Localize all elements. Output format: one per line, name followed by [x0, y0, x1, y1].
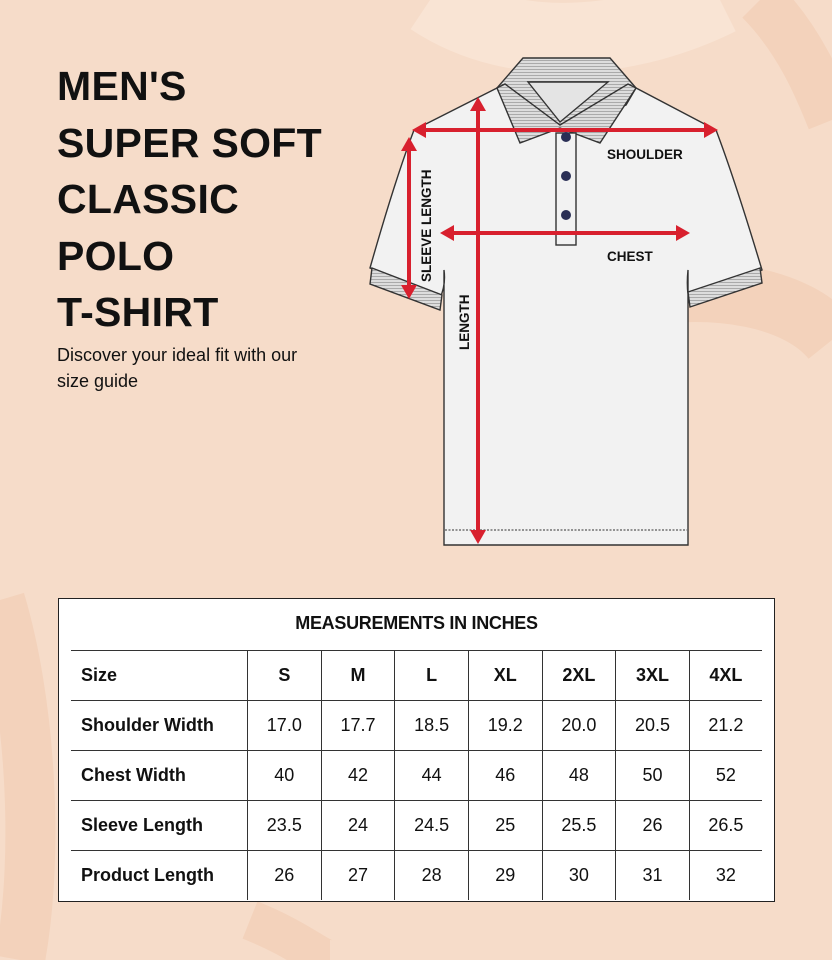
table-cell: 17.7 — [321, 701, 395, 751]
chest-label: CHEST — [607, 249, 653, 264]
table-cell: 40 — [248, 751, 322, 801]
row-label: Product Length — [71, 851, 248, 901]
size-table — [71, 650, 762, 900]
table-cell: 28 — [395, 851, 469, 901]
table-cell: 26 — [248, 851, 322, 901]
row-label: Chest Width — [71, 751, 248, 801]
length-label: LENGTH — [457, 294, 472, 350]
table-cell: 48 — [542, 751, 616, 801]
size-chart — [58, 598, 775, 902]
table-cell: 25.5 — [542, 801, 616, 851]
row-label: Sleeve Length — [71, 801, 248, 851]
table-row — [71, 751, 762, 801]
subtitle: Discover your ideal fit with our size guide — [57, 345, 298, 391]
header-cell: 3XL — [616, 651, 690, 701]
header-cell: S — [248, 651, 322, 701]
table-row — [71, 801, 762, 851]
table-cell: 31 — [616, 851, 690, 901]
table-cell: 42 — [321, 751, 395, 801]
table-cell: 26 — [616, 801, 690, 851]
title-line: MEN'S — [57, 63, 187, 109]
table-cell: 24 — [321, 801, 395, 851]
table-cell: 18.5 — [395, 701, 469, 751]
table-cell: 23.5 — [248, 801, 322, 851]
table-cell: 29 — [468, 851, 542, 901]
table-cell: 25 — [468, 801, 542, 851]
table-header-row — [71, 651, 762, 701]
shoulder-label: SHOULDER — [607, 147, 683, 162]
header-cell: L — [395, 651, 469, 701]
title-line: CLASSIC — [57, 176, 240, 222]
table-cell: 20.5 — [616, 701, 690, 751]
header-cell: XL — [468, 651, 542, 701]
table-cell: 26.5 — [689, 801, 762, 851]
title-line: POLO — [57, 232, 175, 279]
table-title: MEASUREMENTS IN INCHES — [295, 613, 538, 633]
table-cell: 20.0 — [542, 701, 616, 751]
table-cell: 19.2 — [468, 701, 542, 751]
header-cell: Size — [71, 651, 248, 701]
table-cell: 46 — [468, 751, 542, 801]
header-cell: M — [321, 651, 395, 701]
title-line: T-SHIRT — [57, 289, 219, 335]
table-row — [71, 851, 762, 901]
table-cell: 44 — [395, 751, 469, 801]
sleeve-length-label: SLEEVE LENGTH — [419, 169, 434, 282]
table-cell: 30 — [542, 851, 616, 901]
table-cell: 32 — [689, 851, 762, 901]
row-label: Shoulder Width — [71, 701, 248, 751]
table-cell: 27 — [321, 851, 395, 901]
table-row — [71, 701, 762, 751]
table-cell: 50 — [616, 751, 690, 801]
table-cell: 52 — [689, 751, 762, 801]
table-cell: 17.0 — [248, 701, 322, 751]
title-line: SUPER SOFT — [57, 119, 322, 166]
header-cell: 4XL — [689, 651, 762, 701]
header-cell: 2XL — [542, 651, 616, 701]
table-cell: 21.2 — [689, 701, 762, 751]
table-cell: 24.5 — [395, 801, 469, 851]
